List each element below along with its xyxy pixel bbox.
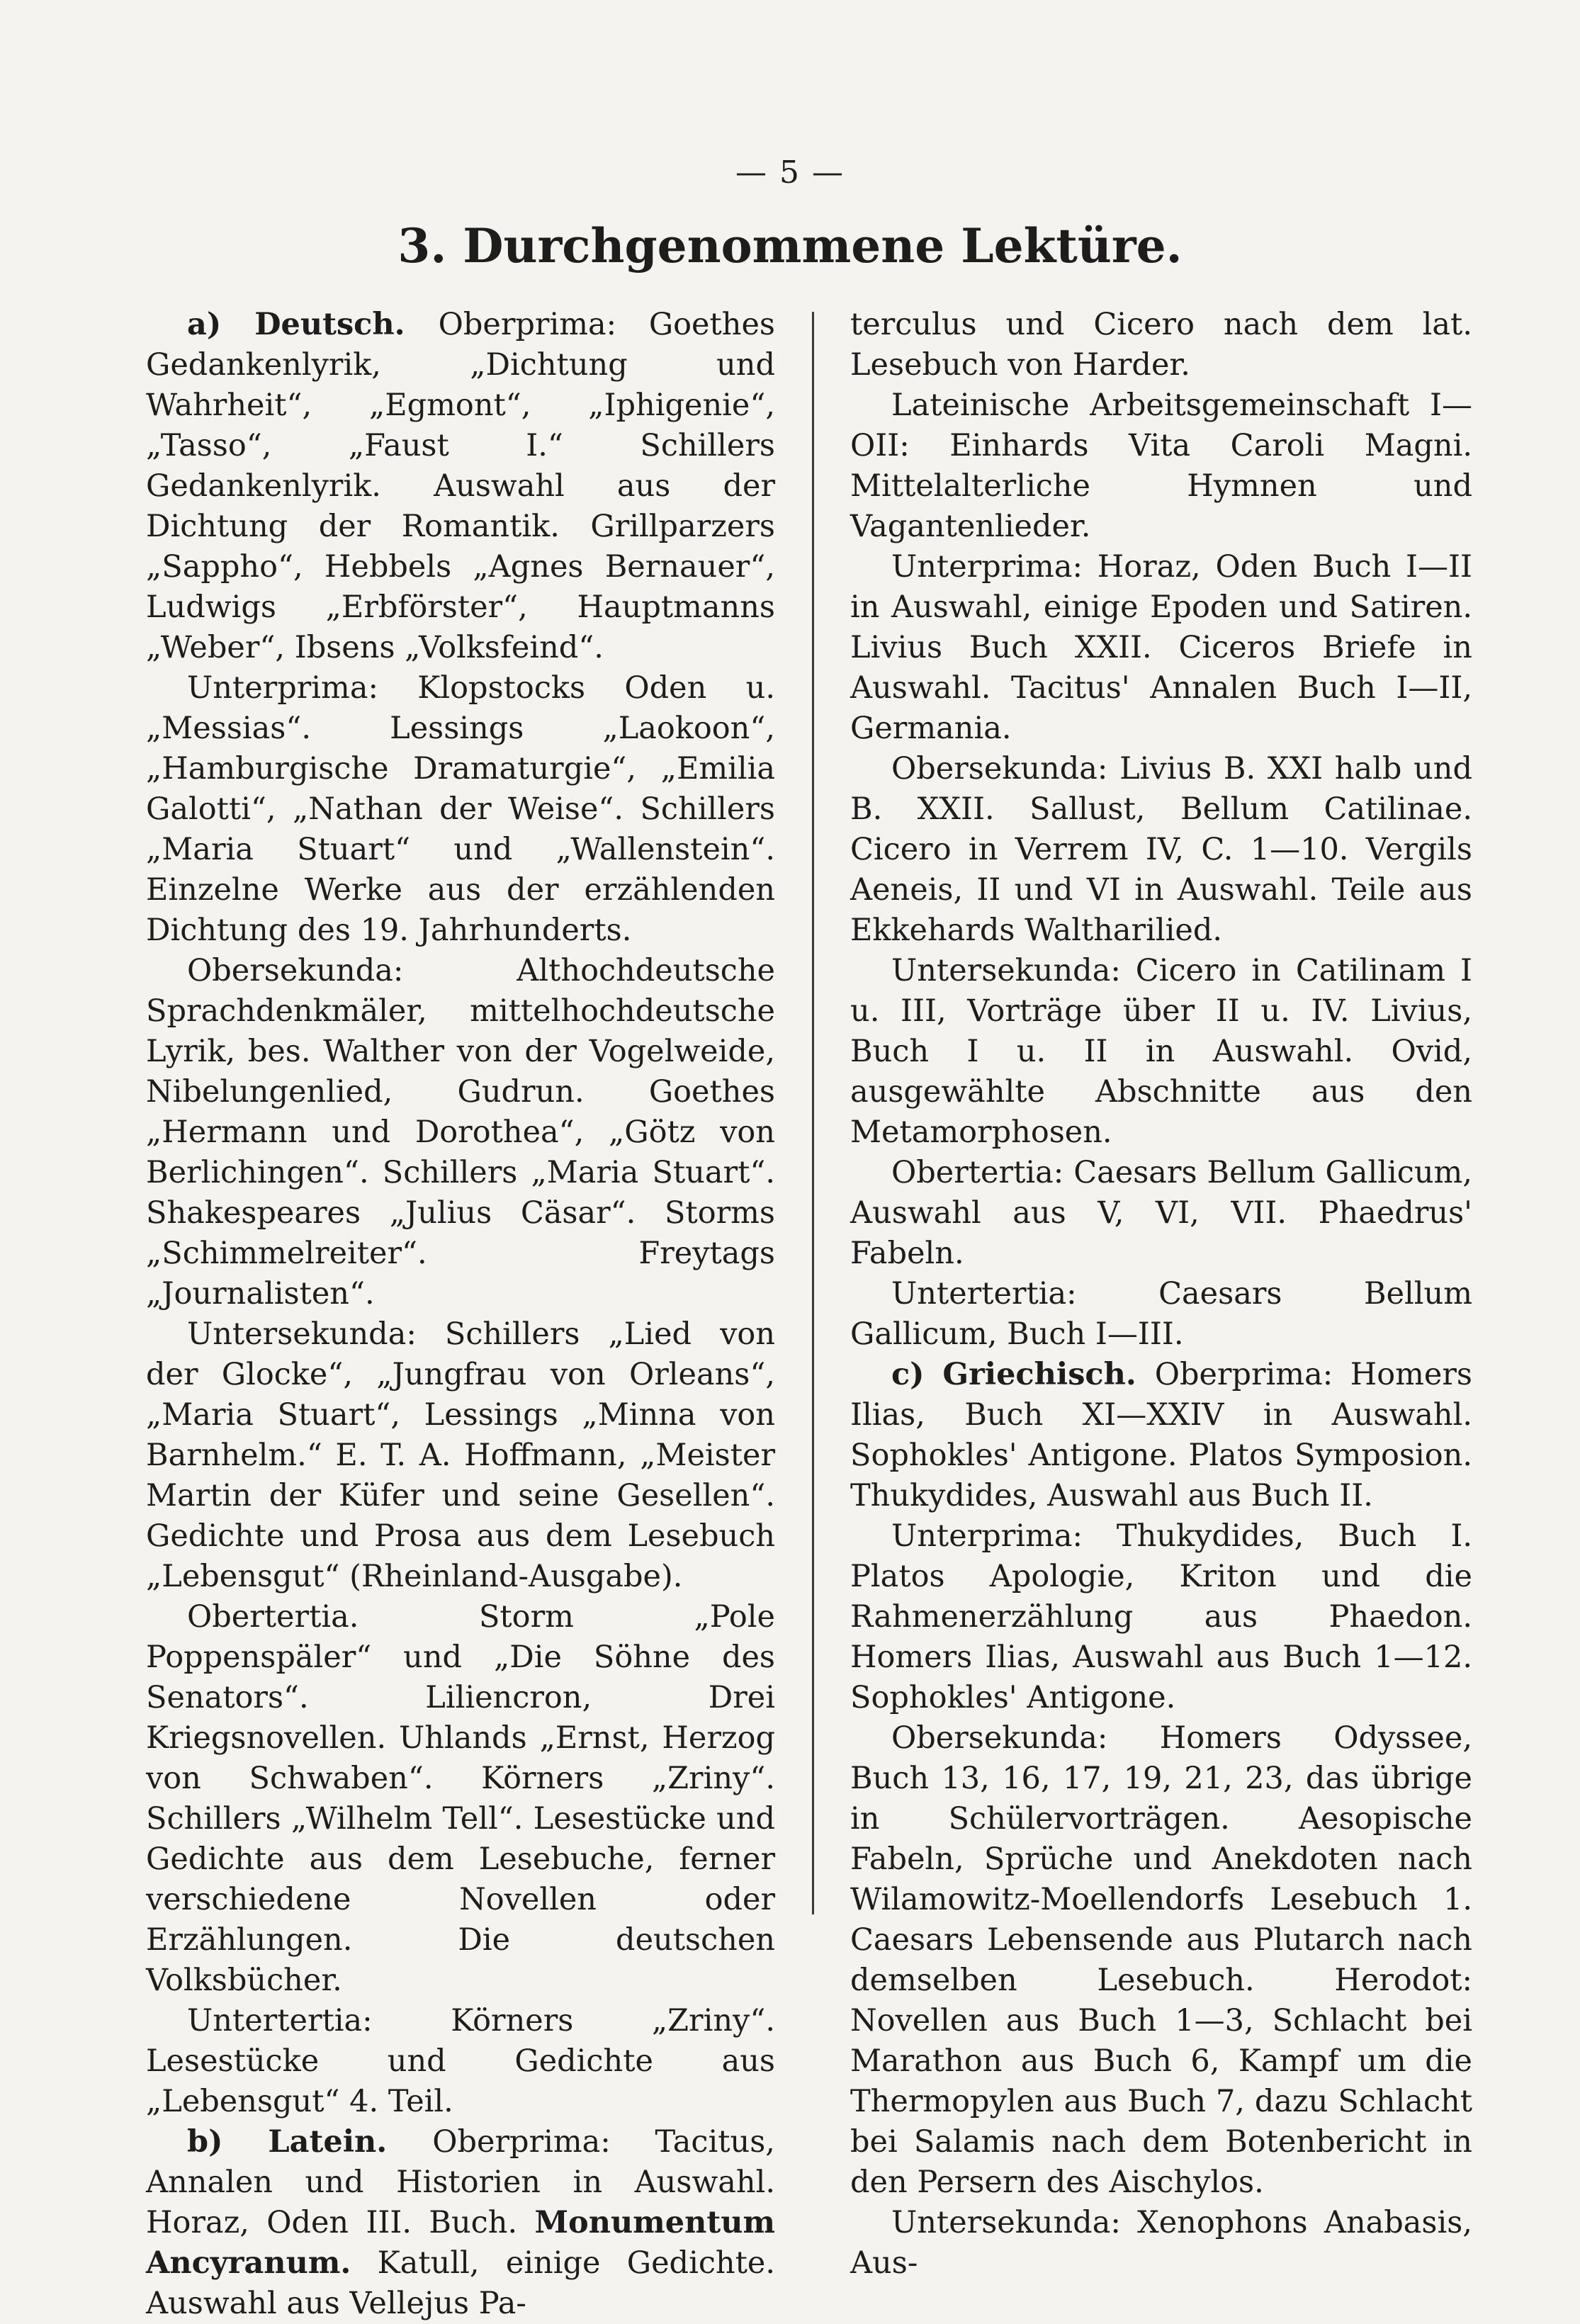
latein-untertertia (850, 1274, 1472, 1355)
deutsch-untertertia: Untertertia: Körners „Zriny“. Lesestücke und Gedichte aus „Lebensgut“ 4. Teil. (146, 2003, 775, 2119)
latein-obersekunda-rest: Cicero in Verrem IV, C. 1—10. Vergils Aeneis, II und VI in Auswahl. Teile aus Ekkehards Waltharilied. (850, 832, 1472, 948)
latein-unterprima-text: Unterprima: Horaz, Oden Buch I—II in Auswahl, einige Epoden und Satiren. Livius Buch XXII. Ciceros Briefe in Auswahl. Tacitus' Annalen Buch I—II, (850, 549, 1472, 706)
deutsch-label: a) Deutsch. (187, 307, 405, 342)
griechisch-untersekunda: Untersekunda: Xenophons Anabasis, Aus- (850, 2205, 1472, 2281)
latein-oberprima-rest: Katull, einige Gedichte. Auswahl aus Vellejus Pa- (146, 2245, 775, 2321)
latein-untersekunda: Untersekunda: Cicero in Catilinam I u. III, Vorträge über II u. IV. Livius, Buch I u. II in Auswahl. Ovid, ausgewählte Abschnitte aus den Metamorphosen. (850, 953, 1472, 1150)
griechisch-unterprima: Unterprima: Thukydides, Buch I. Platos Apologie, Kriton und die Rahmenerzählung aus Phaedon. Homers Ilias, Auswahl aus Buch 1—12. Sophokles' Antigone. (850, 1518, 1472, 1715)
latein-untertertia-text: Untertertia: Caesars (891, 1276, 1282, 1312)
deutsch-obertertia: Obertertia. Storm „Pole Poppenspäler“ und „Die Söhne des Senators“. Liliencron, Drei Kriegsnovellen. Uhlands „Ernst, Herzog von Schwaben“. Körners „Zriny“. Schillers „Wilhelm Tell“. Lesestücke und Gedichte aus dem Lesebuche, ferner verschiedene Novellen oder Erzählungen. Die deutschen Volksbücher. (146, 1599, 775, 1998)
griechisch-oberprima (850, 1355, 1472, 1516)
latein-germania: Germania. (850, 711, 1012, 746)
latein-monumentum: Monumentum Ancyranum. (146, 2205, 775, 2281)
latein-obersekunda-text: Obersekunda: Livius B. XXI halb und B. XXII. Sallust, (850, 751, 1472, 827)
latein-ag-hymnen: Mittelalterliche Hymnen und Vagantenlieder. (850, 468, 1472, 544)
latein-obertertia-text: Obertertia: Caesars (891, 1155, 1197, 1190)
deutsch-unterprima: Unterprima: Klopstocks Oden u. „Messias“. Lessings „Laokoon“, „Hamburgische Dramaturgie“, „Emilia Galotti“, „Nathan der Weise“. Schillers „Maria Stuart“ und „Wallenstein“. Einzelne Werke aus der erzählenden Dichtung des 19. Jahrhunderts. (146, 670, 775, 948)
latein-unterprima (850, 547, 1472, 749)
latein-obertertia-bellum: Bellum Gallicum, (1207, 1155, 1473, 1190)
latein-oberprima-cont: terculus und Cicero nach dem lat. Lesebuch von Harder. (850, 307, 1472, 383)
deutsch-obersekunda: Obersekunda: Althochdeutsche Sprachdenkmäler, mittelhochdeutsche Lyrik, bes. Walther von der Vogelweide, Nibelungenlied, Gudrun. Goethes „Hermann und Dorothea“, „Götz von Berlichingen“. Schillers „Maria Stuart“. Shakespeares „Julius Cäsar“. Storms „Schimmelreiter“. Freytags „Journalisten“. (146, 953, 775, 1312)
latein-bellum-catilinae: Bellum Catilinae. (1180, 791, 1473, 827)
latein-obertertia (850, 1153, 1472, 1274)
right-column (850, 305, 1472, 2284)
column-divider (812, 312, 814, 1914)
deutsch-oberprima (146, 305, 775, 668)
left-column (146, 305, 775, 2324)
page-number: — 5 — (735, 154, 845, 191)
latein-oberprima (146, 2122, 775, 2324)
latein-untertertia-rest: Buch I—III. (1007, 1316, 1184, 1352)
latein-obertertia-rest: Auswahl aus V, VI, VII. Phaedrus' Fabeln. (850, 1195, 1472, 1271)
griechisch-oberprima-text: Oberprima: Homers Ilias, Buch XI—XXIV in Auswahl. Sophokles' Antigone. Platos Symposion. Thukydides, Auswahl aus Buch II. (850, 1357, 1472, 1513)
latein-ag-einhard: Einhards Vita Caroli Magni. (949, 428, 1473, 463)
deutsch-oberprima-text: Oberprima: Goethes Gedankenlyrik, „Dichtung und Wahrheit“, „Egmont“, „Iphigenie“, „Tasso“, „Faust I.“ Schillers Gedankenlyrik. Auswahl aus der Dichtung der Romantik. Grillparzers „Sappho“, Hebbels „Agnes Bernauer“, Ludwigs „Erbförster“, Hauptmanns „Weber“, Ibsens „Volksfeind“. (146, 307, 775, 665)
latein-obersekunda (850, 749, 1472, 951)
latein-ag-label: Lateinische Arbeitsgemeinschaft I—OII: (850, 388, 1472, 463)
deutsch-untersekunda: Untersekunda: Schillers „Lied von der Glocke“, „Jungfrau von Orleans“, „Maria Stuart“, Lessings „Minna von Barnhelm.“ E. T. A. Hoffmann, „Meister Martin der Küfer und seine Gesellen“. Gedichte und Prosa aus dem Lesebuch „Lebensgut“ (Rheinland-Ausgabe). (146, 1316, 775, 1594)
latein-arbeitsgemeinschaft (850, 385, 1472, 547)
latein-oberprima-text: Oberprima: Tacitus, Annalen und Historien in Auswahl. Horaz, Oden III. Buch. (146, 2124, 775, 2240)
griechisch-obersekunda: Obersekunda: Homers Odyssee, Buch 13, 16, 17, 19, 21, 23, das übrige in Schülervorträgen. Aesopische Fabeln, Sprüche und Anekdoten nach Wilamowitz-Moellendorfs Lesebuch 1. Caesars Lebensende aus Plutarch nach demselben Lesebuch. Herodot: Novellen aus Buch 1—3, Schlacht bei Marathon aus Buch 6, Kampf um die Thermopylen aus Buch 7, dazu Schlacht bei Salamis nach dem Botenbericht in den Persern des Aischylos. (850, 1720, 1472, 2200)
latein-label: b) Latein. (187, 2124, 388, 2160)
griechisch-label: c) Griechisch. (891, 1357, 1136, 1392)
section-heading: 3. Durchgenommene Lektüre. (397, 218, 1183, 273)
latein-untertertia-bellum: Bellum Gallicum, (850, 1276, 1472, 1352)
